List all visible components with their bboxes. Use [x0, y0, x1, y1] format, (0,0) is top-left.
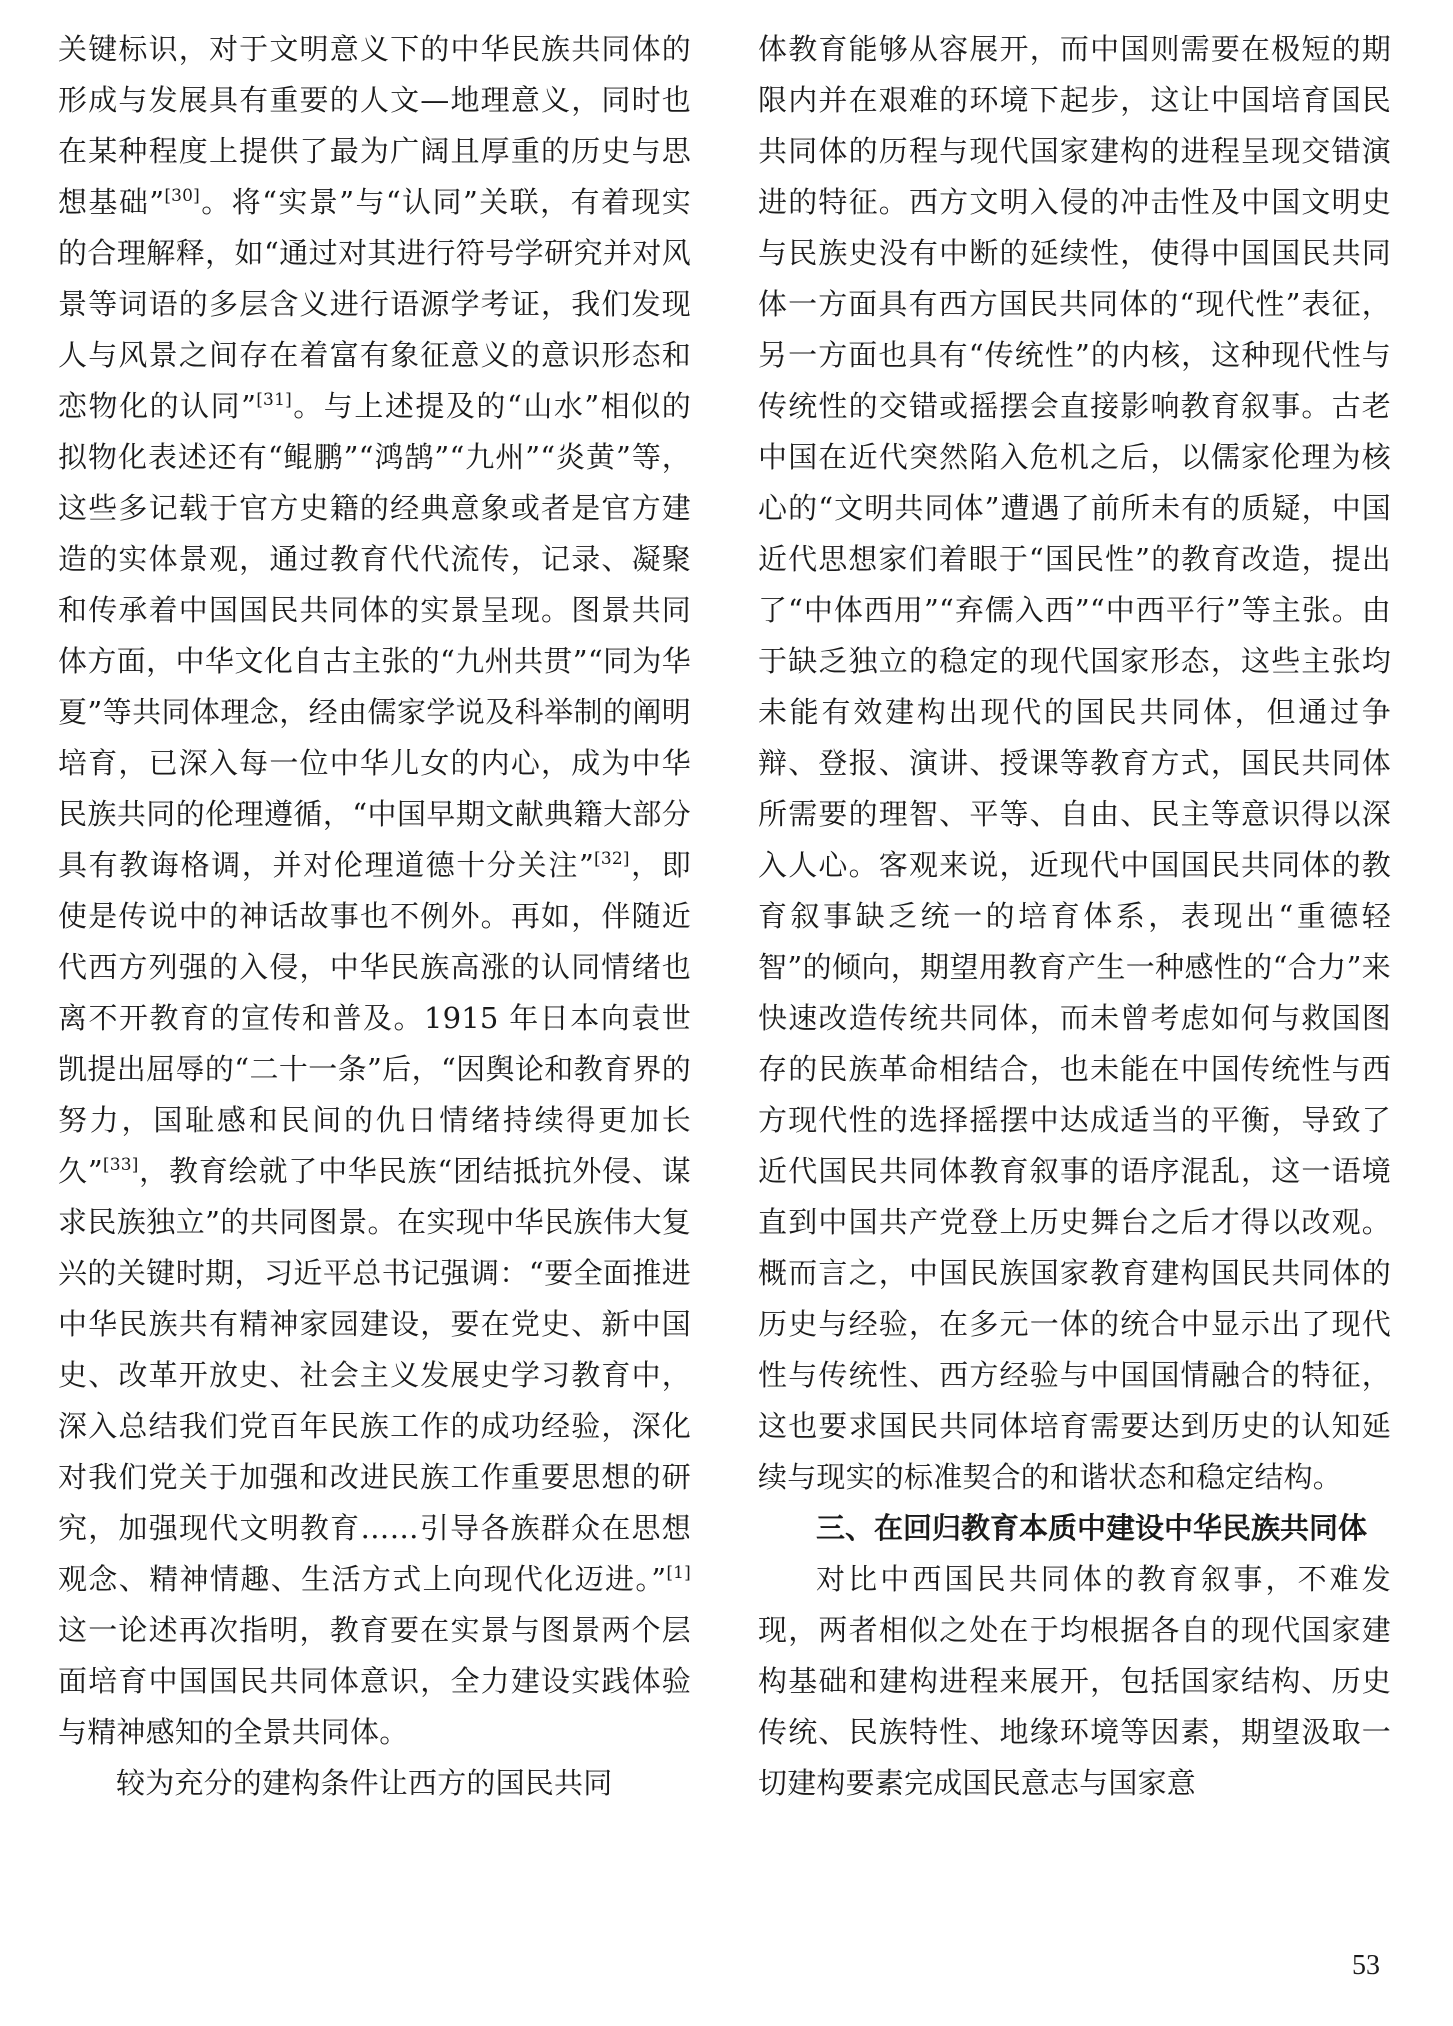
paragraph: 关键标识，对于文明意义下的中华民族共同体的形成与发展具有重要的人文—地理意义，同时也在某种程度上提供了最为广阔且厚重的历史与思想基础”[30]。将“实景”与“认同”关联，有着现实的合理解释，如“通过对其进行符号学研究并对风景等词语的多层含义进行语源学考证，我们发现人与风景之间存在着富有象征意义的意识形态和恋物化的认同”[31]。与上述提及的“山水”相似的拟物化表述还有“鲲鹏”“鸿鹄”“九州”“炎黄”等，这些多记载于官方史籍的经典意象或者是官方建造的实体景观，通过教育代代流传，记录、凝聚和传承着中国国民共同体的实景呈现。图景共同体方面，中华文化自古主张的“九州共贯”“同为华夏”等共同体理念，经由儒家学说及科举制的阐明培育，已深入每一位中华儿女的内心，成为中华民族共同的伦理遵循，“中国早期文献典籍大部分具有教诲格调，并对伦理道德十分关注”[32]，即使是传说中的神话故事也不例外。再如，伴随近代西方列强的入侵，中华民族高涨的认同情绪也离不开教育的宣传和普及。1915 年日本向袁世凯提出屈辱的“二十一条”后，“因舆论和教育界的努力，国耻感和民间的仇日情绪持续得更加长久”[33]，教育绘就了中华民族“团结抵抗外侵、谋求民族独立”的共同图景。在实现中华民族伟大复兴的关键时期，习近平总书记强调：“要全面推进中华民族共有精神家园建设，要在党史、新中国史、改革开放史、社会主义发展史学习教育中，深入总结我们党百年民族工作的成功经验，深化对我们党关于加强和改进民族工作重要思想的研究，加强现代文明教育……引导各族群众在思想观念、精神情趣、生活方式上向现代化迈进。”[1]这一论述再次指明，教育要在实景与图景两个层面培育中国国民共同体意识，全力建设实践体验与精神感知的全景共同体。 — [58, 32, 692, 1749]
citation-marker: [31] — [256, 390, 292, 410]
paragraph: 较为充分的建构条件让西方的国民共同 — [116, 1766, 613, 1800]
paragraph: 对比中西国民共同体的教育叙事，不难发现，两者相似之处在于均根据各自的现代国家建构基础和建构进程来展开，包括国家结构、历史传统、民族特性、地缘环境等因素，期望汲取一切建构要素完成国民意志与国家意 — [758, 1562, 1391, 1800]
citation-marker: [32] — [594, 849, 630, 869]
right-column — [758, 24, 1391, 1809]
citation-marker: [1] — [666, 1563, 691, 1583]
paragraph: 体教育能够从容展开，而中国则需要在极短的期限内并在艰难的环境下起步，这让中国培育国民共同体的历程与现代国家建构的进程呈现交错演进的特征。西方文明入侵的冲击性及中国文明史与民族史没有中断的延续性，使得中国国民共同体一方面具有西方国民共同体的“现代性”表征，另一方面也具有“传统性”的内核，这种现代性与传统性的交错或摇摆会直接影响教育叙事。古老中国在近代突然陷入危机之后，以儒家伦理为核心的“文明共同体”遭遇了前所未有的质疑，中国近代思想家们着眼于“国民性”的教育改造，提出了“中体西用”“弃儒入西”“中西平行”等主张。由于缺乏独立的稳定的现代国家形态，这些主张均未能有效建构出现代的国民共同体，但通过争辩、登报、演讲、授课等教育方式，国民共同体所需要的理智、平等、自由、民主等意识得以深入人心。客观来说，近现代中国国民共同体的教育叙事缺乏统一的培育体系，表现出“重德轻智”的倾向，期望用教育产生一种感性的“合力”来快速改造传统共同体，而未曾考虑如何与救国图存的民族革命相结合，也未能在中国传统性与西方现代性的选择摇摆中达成适当的平衡，导致了近代国民共同体教育叙事的语序混乱，这一语境直到中国共产党登上历史舞台之后才得以改观。概而言之，中国民族国家教育建构国民共同体的历史与经验，在多元一体的统合中显示出了现代性与传统性、西方经验与中国国情融合的特征，这也要求国民共同体培育需要达到历史的认知延续与现实的标准契合的和谐状态和稳定结构。 — [758, 32, 1391, 1494]
section-heading: 三、在回归教育本质中建设中华民族共同体 — [816, 1511, 1368, 1545]
citation-marker: [33] — [102, 1155, 139, 1175]
citation-marker: [30] — [164, 186, 201, 206]
left-column — [58, 24, 691, 1809]
page-number: 53 — [1352, 1950, 1380, 1981]
